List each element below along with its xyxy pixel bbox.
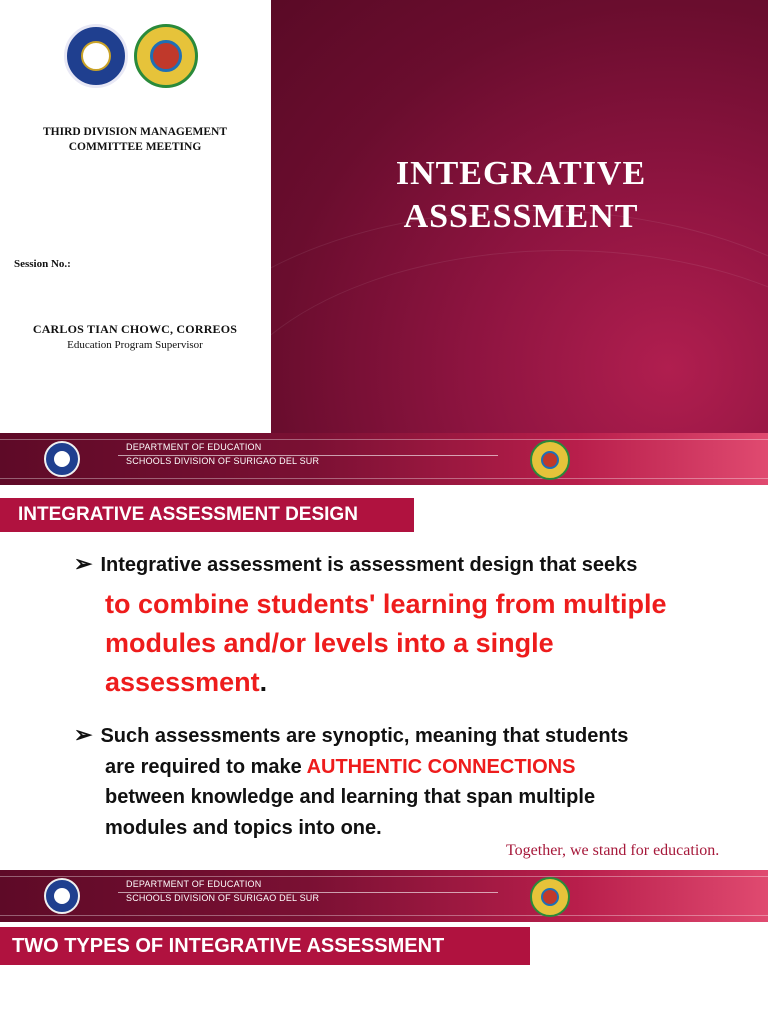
bullet-1-red-line3: assessment [105,667,260,697]
bullet-1-red-line2: modules and/or levels into a single [105,628,554,658]
deped-banner [0,433,768,485]
deped-banner [0,870,768,922]
deped-seal-icon [44,441,80,477]
bullet-2-line1: Such assessments are synoptic, meaning that students [100,725,629,747]
bullet-2 [74,720,714,843]
banner-stripe [0,915,768,916]
session-label: Session No.: [14,258,71,270]
slide3-heading: TWO TYPES OF INTEGRATIVE ASSESSMENT [0,927,530,965]
slide2-heading: INTEGRATIVE ASSESSMENT DESIGN [0,498,414,532]
banner-department: DEPARTMENT OF EDUCATION [126,442,262,452]
division-seal-icon [134,24,198,88]
bullet-1-period: . [259,667,268,697]
meeting-title-line1: THIRD DIVISION MANAGEMENT [42,126,228,138]
banner-stripe [0,439,768,440]
banner-division: SCHOOLS DIVISION OF SURIGAO DEL SUR [126,456,320,466]
bullet-2-line4: modules and topics into one. [105,816,382,839]
title-slide-left-panel [0,0,270,433]
banner-stripe [0,876,768,877]
bullet-1-red-line1: to combine students' learning from multiple [105,589,667,619]
banner-department: DEPARTMENT OF EDUCATION [126,879,262,889]
main-title [271,152,768,238]
bullet-2-line3: between knowledge and learning that span multiple [105,786,596,808]
division-seal-icon [530,440,570,480]
presenter-name: CARLOS TIAN CHOWC, CORREOS [32,322,238,336]
banner-division: SCHOOLS DIVISION OF SURIGAO DEL SUR [126,893,320,903]
meeting-title-line2: COMMITTEE MEETING [68,141,202,153]
arrow-bullet-icon: ➢ [74,722,93,747]
title-slide [0,0,768,433]
title-slide-right-panel [271,0,768,433]
tagline: Together, we stand for education. [506,842,720,859]
presenter-role: Education Program Supervisor [67,339,203,351]
banner-stripe [0,478,768,479]
division-seal-icon [530,877,570,917]
meeting-title [0,125,270,155]
deped-seal-icon [44,878,80,914]
main-title-line2: ASSESSMENT [403,198,639,235]
bullet-1 [74,550,734,579]
arrow-bullet-icon: ➢ [74,551,93,576]
bullet-1-lead: Integrative assessment is assessment design that seeks [100,554,638,576]
deped-seal-icon [64,24,128,88]
bullet-2-highlight: AUTHENTIC CONNECTIONS [306,755,576,778]
main-title-line1: INTEGRATIVE [395,155,647,192]
bullet-1-emphasis [105,585,745,702]
bullet-2-line2-pre: are required to make [105,755,307,778]
